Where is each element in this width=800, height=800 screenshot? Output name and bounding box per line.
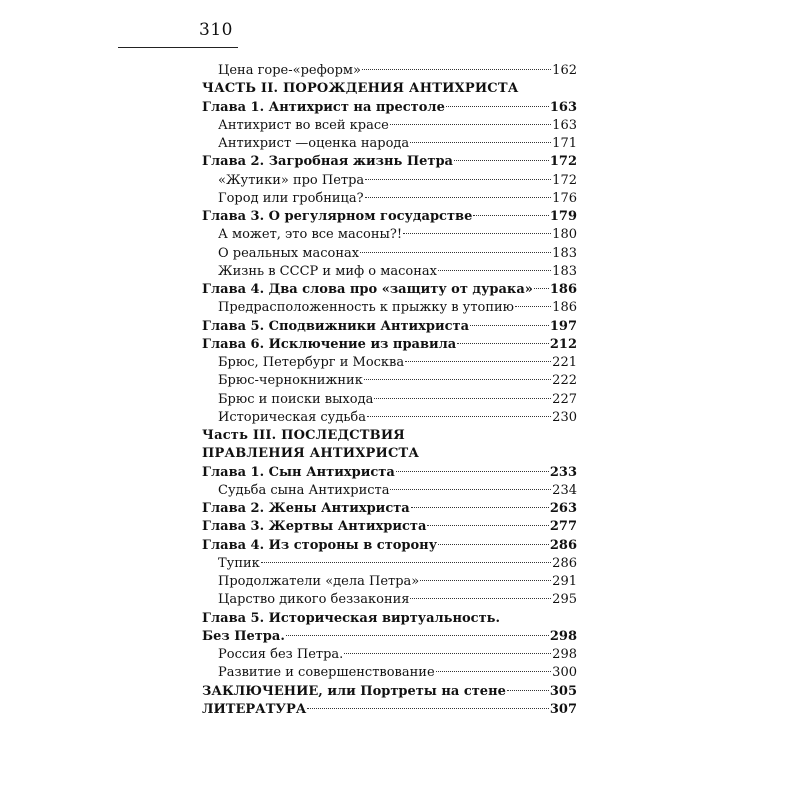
toc-entry	[202, 646, 577, 664]
toc-entry	[202, 701, 577, 719]
toc-entry-title: ПРАВЛЕНИЯ АНТИХРИСТА	[202, 446, 420, 462]
toc-entry	[202, 372, 577, 390]
toc-leader-dots	[411, 507, 549, 508]
toc-entry	[202, 354, 577, 372]
toc-leader-dots	[362, 69, 551, 70]
toc-entry	[202, 555, 577, 573]
toc-entry	[202, 427, 577, 445]
toc-entry	[202, 153, 577, 171]
toc-leader-dots	[365, 197, 552, 198]
toc-entry-page: 222	[552, 373, 577, 389]
toc-entry-page: 298	[552, 647, 577, 662]
toc-entry-title: Россия без Петра.	[218, 647, 344, 662]
toc-entry-page: 183	[552, 245, 577, 261]
toc-entry	[202, 336, 577, 354]
toc-entry-page: 197	[549, 318, 577, 334]
toc-entry	[202, 172, 577, 190]
toc-leader-dots	[403, 233, 551, 234]
toc-leader-dots	[365, 179, 551, 180]
toc-entry	[202, 391, 577, 409]
toc-leader-dots	[534, 288, 549, 289]
toc-entry-page: 227	[552, 391, 577, 407]
toc-entry-title: ЛИТЕРАТУРА	[202, 701, 307, 717]
toc-leader-dots	[286, 635, 549, 636]
toc-entry-page: 176	[552, 190, 577, 206]
toc-entry-page: 230	[552, 409, 577, 425]
toc-entry	[202, 409, 577, 427]
toc-leader-dots	[367, 416, 551, 417]
toc-leader-dots	[436, 671, 552, 672]
toc-entry	[202, 591, 577, 609]
toc-entry	[202, 245, 577, 263]
toc-entry-page: 277	[549, 519, 577, 535]
toc-leader-dots	[438, 270, 551, 271]
toc-entry-page: 295	[552, 592, 577, 608]
toc-entry	[202, 500, 577, 518]
toc-leader-dots	[390, 489, 551, 490]
toc-entry	[202, 482, 577, 500]
toc-leader-dots	[420, 580, 551, 581]
toc-leader-dots	[344, 653, 551, 654]
toc-entry-title: Глава 2. Жены Антихриста	[202, 501, 410, 516]
toc-leader-dots	[410, 142, 551, 143]
toc-entry	[202, 664, 577, 682]
toc-entry-title: Тупик	[218, 555, 260, 571]
toc-entry-page: 186	[552, 300, 577, 316]
toc-entry-page: 263	[549, 501, 577, 516]
toc-leader-dots	[374, 398, 551, 399]
toc-entry-page: 172	[552, 172, 577, 188]
toc-entry-title: О реальных масонах	[218, 245, 360, 261]
toc-leader-dots	[446, 106, 549, 107]
toc-entry-page: 179	[549, 209, 577, 224]
toc-entry-page: 233	[549, 464, 577, 480]
toc-leader-dots	[307, 708, 549, 709]
toc-entry-page: 186	[549, 282, 577, 297]
toc-entry-title: Без Петра.	[202, 628, 285, 644]
toc-leader-dots	[410, 598, 551, 599]
table-of-contents	[202, 62, 577, 719]
toc-entry-page: 305	[549, 683, 577, 699]
toc-entry-title: Антихрист во всей красе	[218, 117, 389, 133]
toc-entry	[202, 263, 577, 281]
toc-entry	[202, 537, 577, 555]
toc-entry-title: Город или гробница?	[218, 190, 364, 206]
toc-entry-title: Глава 6. Исключение из правила	[202, 336, 457, 352]
toc-entry-title: «Жутики» про Петра	[218, 172, 365, 188]
toc-entry-page: 286	[552, 555, 577, 571]
toc-entry-title: Историческая судьба	[218, 409, 366, 425]
toc-entry-title: Цена горе-«реформ»	[218, 63, 361, 78]
toc-entry-page: 162	[552, 63, 577, 78]
toc-leader-dots	[390, 124, 551, 125]
toc-entry	[202, 573, 577, 591]
toc-entry-page: 234	[552, 482, 577, 498]
toc-entry-page: 212	[549, 336, 577, 352]
toc-entry	[202, 135, 577, 153]
toc-entry-page: 163	[549, 99, 577, 115]
toc-entry-title: Глава 1. Сын Антихриста	[202, 464, 395, 480]
toc-leader-dots	[438, 544, 549, 545]
toc-entry-title: Брюс, Петербург и Москва	[218, 355, 405, 370]
toc-entry-title: Глава 4. Два слова про «защиту от дурака»	[202, 282, 533, 297]
toc-entry-title: Судьба сына Антихриста	[218, 482, 390, 498]
toc-entry-page: 180	[552, 227, 577, 243]
toc-entry-page: 171	[552, 136, 577, 151]
toc-entry	[202, 190, 577, 208]
page-number: 310	[199, 20, 233, 40]
toc-entry	[202, 80, 577, 98]
toc-leader-dots	[405, 361, 551, 362]
toc-entry-title: Глава 5. Сподвижники Антихриста	[202, 318, 470, 334]
toc-entry-title: Глава 1. Антихрист на престоле	[202, 99, 445, 115]
toc-leader-dots	[454, 160, 549, 161]
toc-leader-dots	[507, 690, 549, 691]
toc-leader-dots	[360, 252, 551, 253]
toc-entry	[202, 299, 577, 317]
toc-entry-title: Предрасположенность к прыжку в утопию	[218, 300, 514, 316]
toc-entry	[202, 208, 577, 226]
toc-entry-page: 172	[549, 154, 577, 170]
toc-entry	[202, 62, 577, 80]
toc-entry-title: ЗАКЛЮЧЕНИЕ, или Портреты на стене	[202, 683, 506, 699]
toc-entry-title: Глава 5. Историческая виртуальность.	[202, 610, 501, 626]
toc-leader-dots	[261, 562, 551, 563]
toc-leader-dots	[364, 379, 551, 380]
toc-entry	[202, 518, 577, 536]
toc-entry-title: ЧАСТЬ II. ПОРОЖДЕНИЯ АНТИХРИСТА	[202, 81, 519, 97]
toc-entry-title: Царство дикого беззакония	[218, 592, 410, 608]
toc-entry	[202, 117, 577, 135]
toc-entry	[202, 628, 577, 646]
toc-entry-title: Глава 4. Из стороны в сторону	[202, 537, 438, 553]
toc-entry-page: 221	[552, 355, 577, 370]
toc-entry-page: 307	[549, 701, 577, 717]
toc-entry-title: Глава 3. О регулярном государстве	[202, 209, 473, 224]
toc-entry-title: Часть III. ПОСЛЕДСТВИЯ	[202, 428, 405, 443]
toc-leader-dots	[457, 343, 549, 344]
toc-entry-title: Глава 2. Загробная жизнь Петра	[202, 154, 453, 170]
toc-entry	[202, 610, 577, 628]
toc-entry-page: 298	[549, 628, 577, 644]
toc-entry-title: Развитие и совершенствование	[218, 665, 435, 681]
toc-entry	[202, 226, 577, 244]
toc-entry-title: Продолжатели «дела Петра»	[218, 574, 420, 589]
toc-entry-title: Брюс и поиски выхода	[218, 391, 374, 407]
toc-leader-dots	[473, 215, 549, 216]
toc-entry-page: 286	[549, 537, 577, 553]
toc-entry-page: 291	[552, 574, 577, 589]
toc-entry-title: А может, это все масоны?!	[218, 227, 403, 243]
toc-entry-title: Глава 3. Жертвы Антихриста	[202, 519, 427, 535]
toc-leader-dots	[396, 471, 549, 472]
toc-entry	[202, 99, 577, 117]
header-rule	[118, 47, 238, 48]
toc-entry	[202, 683, 577, 701]
toc-leader-dots	[427, 525, 548, 526]
toc-leader-dots	[470, 325, 549, 326]
toc-entry-title: Брюс-чернокнижник	[218, 373, 363, 389]
toc-entry-page: 300	[552, 665, 577, 681]
toc-entry-title: Антихрист —оценка народа	[218, 136, 410, 151]
toc-entry-page: 183	[552, 263, 577, 279]
toc-leader-dots	[515, 306, 551, 307]
toc-entry-title: Жизнь в СССР и миф о масонах	[218, 263, 437, 279]
toc-entry-page: 163	[552, 117, 577, 133]
toc-entry	[202, 318, 577, 336]
toc-entry	[202, 281, 577, 299]
toc-entry	[202, 464, 577, 482]
toc-entry	[202, 445, 577, 463]
